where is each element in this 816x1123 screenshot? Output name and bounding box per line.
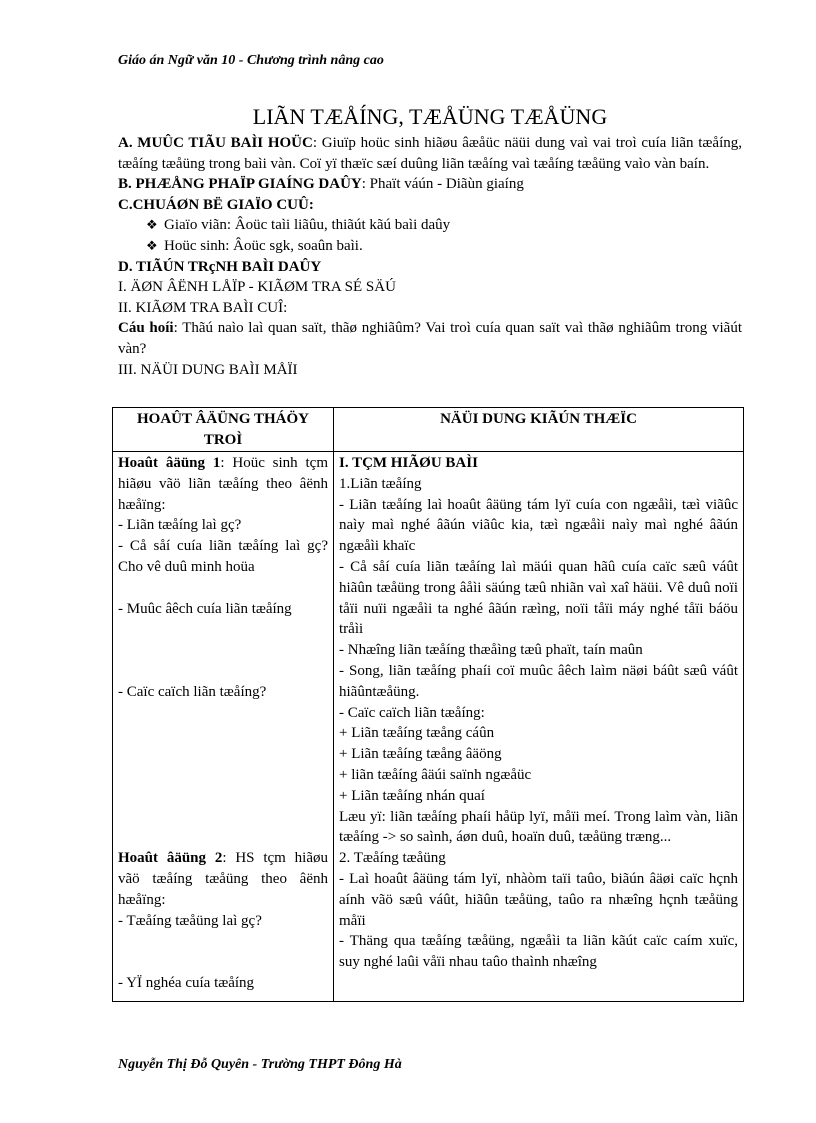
- question: [118, 318, 742, 359]
- cell-paragraph: [339, 661, 738, 703]
- cell-text: + liãn tæåíng âäúi saïnh ngæåüc: [339, 766, 532, 783]
- cell-paragraph: [339, 495, 738, 557]
- document-body: [118, 133, 742, 380]
- section-d3: III. NÄÜI DUNG BAÌI MÅÏI: [118, 361, 298, 378]
- section-a: [118, 133, 742, 174]
- section-b-text: : Phaït váún - Diãùn giaíng: [361, 176, 524, 193]
- cell-text: + Liãn tæåíng nhán quaí: [339, 787, 485, 804]
- spacer: [118, 619, 328, 640]
- cell-text: - Caïc caïch liãn tæåíng:: [339, 704, 485, 721]
- page-footer: Nguyễn Thị Đỗ Quyên - Trường THPT Đông Hà: [118, 1057, 402, 1072]
- section-a-text: : Giuïp hoüc sinh hiãøu âæåüc näüi dung vaì vai troì cuía liãn tæåíng, tæåíng tæåüng trong baìi vàn. Coï yï thæïc sæí duûng liãn tæåíng vaì tæåíng tæåüng vaìo vàn baín.: [118, 135, 742, 172]
- cell-text: - Song, liãn tæåíng phaíi coï muûc âêch laìm näøi báût sæû váût hiãûntæåüng.: [339, 662, 738, 700]
- cell-text: + Liãn tæåíng tæång cáûn: [339, 725, 495, 742]
- spacer: [118, 827, 328, 848]
- cell-paragraph: [118, 848, 328, 910]
- cell-paragraph: [339, 765, 738, 786]
- cell-bold-label: I. TÇM HIÃØU BAÌI: [339, 455, 478, 471]
- question-label: Cáu hoíi: [118, 320, 174, 337]
- cell-text: - Liãn tæåíng laì hoaût âäüng tám lyï cuía con ngæåìi, tæì viãûc naìy maì nghé âãún viãûc kia, tæì ngæåìi naìy maì nghé âãún ngæåìi khaïc: [339, 496, 738, 555]
- cell-paragraph: [339, 869, 738, 931]
- cell-text: - YÏ nghéa cuía tæåíng: [118, 974, 255, 991]
- cell-paragraph: [339, 723, 738, 744]
- cell-paragraph: [118, 911, 328, 932]
- spacer: [118, 578, 328, 599]
- section-c-label: C.CHUÁØN BË GIAÏO CUÛ:: [118, 196, 314, 213]
- cell-paragraph: [339, 557, 738, 640]
- bullet-diamond-icon: ❖: [146, 217, 158, 233]
- section-d-label: D. TIÃÚN TRçNH BAÌI DAÛY: [118, 258, 322, 275]
- cell-text: - Caïc caïch liãn tæåíng?: [118, 683, 267, 700]
- question-text: : Thãú naìo laì quan saït, thãø nghiãûm? Vai troì cuía quan saït vaì thãø nghiãûm trong viãút vàn?: [118, 320, 742, 357]
- cell-text: 2. Tæåíng tæåüng: [339, 850, 446, 867]
- cell-text: + Liãn tæåíng tæång âäöng: [339, 746, 502, 763]
- cell-text: - Liãn tæåíng laì gç?: [118, 517, 242, 534]
- cell-text: : Hoüc sinh tçm hiãøu vãö liãn tæåíng theo âënh hæåïng:: [118, 455, 328, 513]
- activities-cell: [113, 452, 334, 1002]
- spacer: [118, 807, 328, 828]
- spacer: [118, 952, 328, 973]
- page-header: Giáo án Ngữ văn 10 - Chương trình nâng cao: [118, 53, 384, 68]
- spacer: [118, 723, 328, 744]
- document-title: LIÃN TÆÅÍNG, TÆÅÜNG TÆÅÜNG: [252, 104, 608, 129]
- spacer: [118, 744, 328, 765]
- cell-text: : HS tçm hiãøu vãö tæåíng tæåüng theo âënh hæåïng:: [118, 850, 328, 908]
- cell-text: - Cå såí cuía liãn tæåíng laì mäúi quan hãû cuía caïc sæû váût hiãûn tæåüng trong âåìi säúng tæû nhiãn vaì xaî häüi. Vê duû noïi tåïi nuïi ngæåìi ta nghé âãún ræìng, noïi tåïi máy nghé tåïi báöu tråìi: [339, 558, 738, 638]
- cell-paragraph: [339, 807, 738, 849]
- section-c-item: ❖ Hoüc sinh: Âoüc sgk, soaûn baìi.: [146, 236, 742, 257]
- section-b: [118, 174, 742, 195]
- section-d1: I. ÄØN ÂËNH LÅÏP - KIÃØM TRA SÉ SÄÚ: [118, 279, 396, 296]
- col-header-activities: HOAÛT ÂÄÜNG THÁÖY TROÌ: [113, 408, 334, 452]
- cell-text: - Tæåíng tæåüng laì gç?: [118, 912, 262, 929]
- spacer: [118, 640, 328, 661]
- cell-paragraph: [118, 599, 328, 620]
- section-b-label: B. PHÆÅNG PHAÏP GIAÍNG DAÛY: [118, 176, 362, 193]
- section-a-label: A. MUÛC TIÃU BAÌI HOÜC: [118, 135, 313, 151]
- table-row: [113, 452, 744, 1002]
- table-header-row: [113, 408, 744, 452]
- cell-text: - Muûc âêch cuía liãn tæåíng: [118, 600, 292, 617]
- cell-paragraph: [118, 453, 328, 515]
- cell-paragraph: [118, 682, 328, 703]
- col-header-content: NÄÜI DUNG KIÃÚN THÆÏC: [334, 408, 744, 452]
- content-cell: [334, 452, 744, 1002]
- spacer: [118, 703, 328, 724]
- cell-paragraph: [118, 536, 328, 578]
- cell-text: 1.Liãn tæåíng: [339, 475, 422, 492]
- spacer: [118, 765, 328, 786]
- section-d2: II. KIÃØM TRA BAÌI CUÎ:: [118, 299, 288, 316]
- cell-paragraph: [118, 515, 328, 536]
- cell-text: Læu yï: liãn tæåíng phaíi håüp lyï, måïi meí. Trong laìm vàn, liãn tæåíng -> so saình, áøn duû, hoaïn duû, tæåüng træng...: [339, 808, 738, 846]
- cell-paragraph: [339, 786, 738, 807]
- cell-paragraph: [339, 744, 738, 765]
- lesson-table: [112, 407, 744, 1002]
- cell-paragraph: [339, 640, 738, 661]
- spacer: [118, 786, 328, 807]
- bullet-diamond-icon: ❖: [146, 237, 158, 253]
- cell-paragraph: [339, 703, 738, 724]
- spacer: [118, 931, 328, 952]
- cell-paragraph: [339, 453, 738, 474]
- cell-paragraph: [118, 973, 328, 994]
- section-c-item: ❖ Giaïo viãn: Âoüc taìi liãûu, thiãút kãú baìi daûy: [146, 215, 742, 236]
- cell-paragraph: [339, 848, 738, 869]
- cell-text: - Laì hoaût âäüng tám lyï, nhàòm taïi taûo, biãún âäøi caïc hçnh aính vãö sæû váût, hiãûn tæåüng, taûo ra nhæîng hçnh tæåüng måïi: [339, 870, 738, 929]
- spacer: [118, 661, 328, 682]
- cell-paragraph: [339, 474, 738, 495]
- cell-bold-label: Hoaût âäüng 2: [118, 850, 223, 867]
- cell-text: - Nhæîng liãn tæåíng thæåìng tæû phaït, taín maûn: [339, 642, 643, 659]
- cell-text: - Thäng qua tæåíng tæåüng, ngæåìi ta liãn kãút caïc caím xuïc, suy nghé laûi våïi nhau taûo thaình nhæîng: [339, 933, 738, 971]
- cell-paragraph: [339, 931, 738, 973]
- cell-bold-label: Hoaût âäüng 1: [118, 455, 221, 471]
- cell-text: - Cå såí cuía liãn tæåíng laì gç? Cho vê duû minh hoüa: [118, 538, 328, 575]
